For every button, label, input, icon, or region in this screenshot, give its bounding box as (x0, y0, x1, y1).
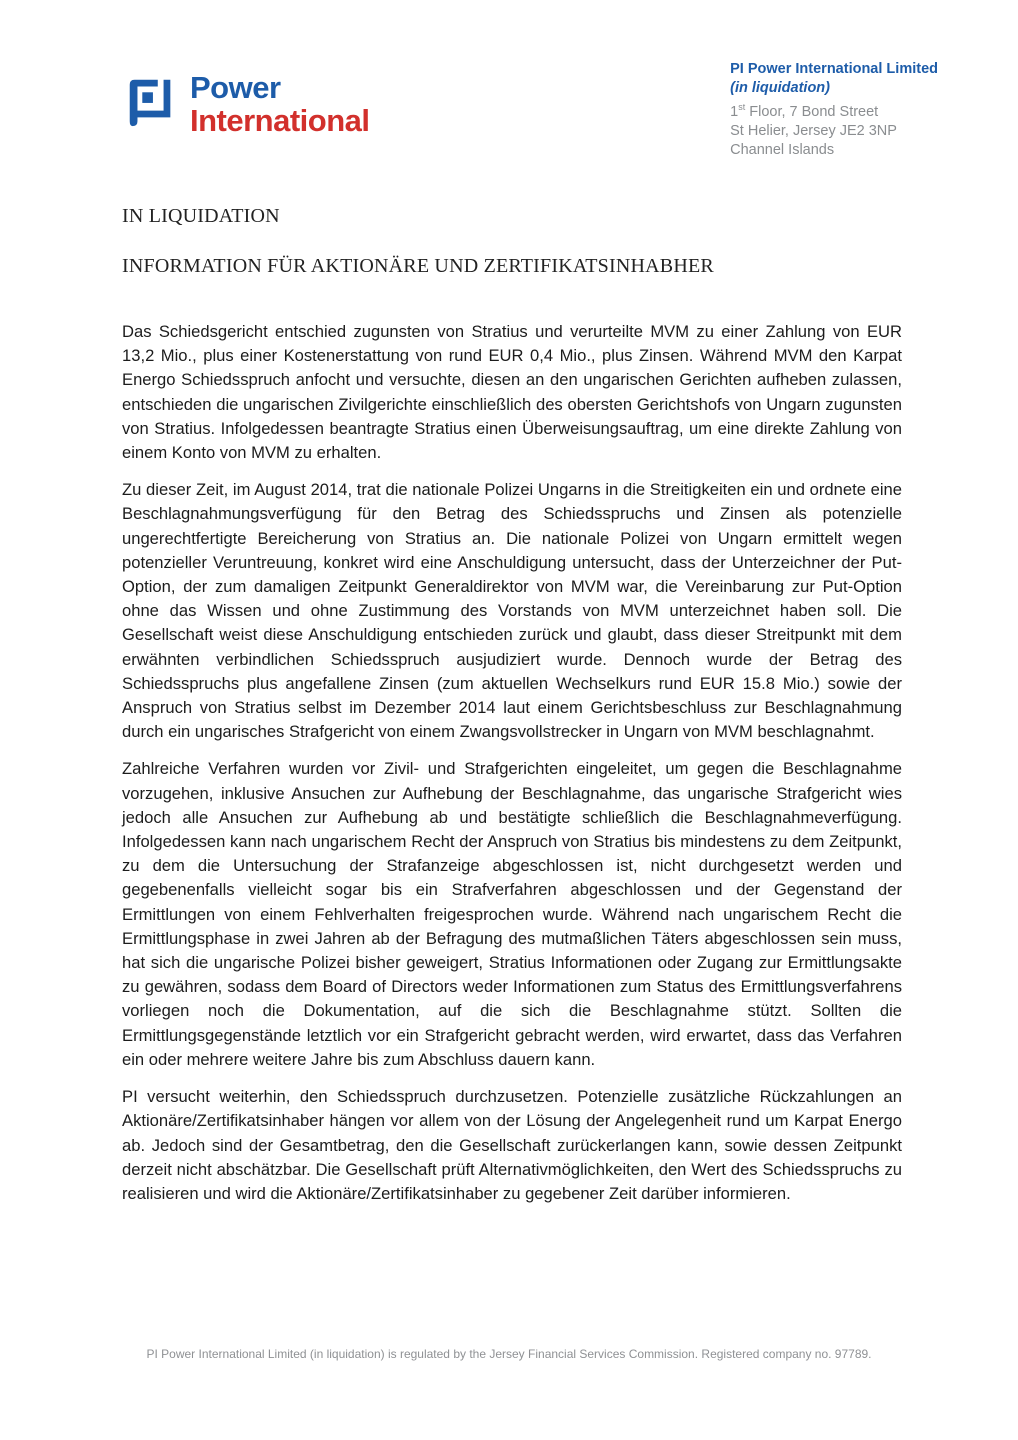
logo-word-international: International (190, 102, 370, 138)
address-street-number: 1 (730, 103, 739, 120)
pi-monogram-icon (122, 70, 180, 132)
letterhead (122, 58, 938, 160)
paragraph-outlook: PI versucht weiterhin, den Schiedsspruch durchzusetzen. Potenzielle zusätzliche Rückzahlungen an Aktionäre/Zertifikatsinhaber hängen vor allem von der Lösung der Angelegenheit rund um Karpat Energo ab. Jedoch sind der Gesamtbetrag, den die Gesellschaft zurückerlangen kann, sowie dessen Zeitpunkt derzeit nicht abschätzbar. Die Gesellschaft prüft Alternativmöglichkeiten, den Wert des Schiedsspruchs zu realisieren und wird die Aktionäre/Zertifikatsinhaber zu gegebener Zeit darüber informieren. (122, 1087, 902, 1203)
regulatory-footer: PI Power International Limited (in liquidation) is regulated by the Jersey Financial Services Commission. Registered company no. 97789. (146, 1347, 872, 1361)
company-logo (122, 70, 370, 137)
address-region: Channel Islands (730, 141, 835, 158)
logo-word-power: Power (190, 70, 281, 105)
document-headings (122, 205, 900, 278)
heading-in-liquidation: IN LIQUIDATION (122, 205, 280, 227)
logo-wordmark (190, 72, 370, 137)
paragraph-police-seizure: Zu dieser Zeit, im August 2014, trat die nationale Polizei Ungarns in die Streitigkeiten ein und ordnete eine Beschlagnahmungsverfügung für den Betrag des Schiedsspruchs und Zinsen als potenzielle ungerechtfertigte Bereicherung von Stratius an. Die nationale Polizei von Ungarn ermittelt wegen potenzieller Veruntreuung, konkret wird eine Anschuldigung untersucht, dass der Unterzeichner der Put-Option, der zum damaligen Zeitpunkt Generaldirektor von MVM war, die Vereinbarung zur Put-Option ohne das Wissen und ohne Zustimmung des Vorstands von MVM unterzeichnet haben soll. Die Gesellschaft weist diese Anschuldigung entschieden zurück und glaubt, dass dieser Streitpunkt mit dem erwähnten verbindlichen Schiedsspruch ausjudiziert wurde. Dennoch wurde der Betrag des Schiedsspruchs plus angefallene Zinsen (zum aktuellen Wechselkurs rund EUR 15.8 Mio.) sowie der Anspruch von Stratius selbst im Dezember 2014 laut einem Gerichtsbeschluss zur Beschlagnahmung durch ein ungarisches Strafgericht von einem Zwangsvollstrecker in Ungarn von MVM beschlagnahmt. (122, 480, 902, 742)
paragraph-arbitration-ruling: Das Schiedsgericht entschied zugunsten von Stratius und verurteilte MVM zu einer Zahlung von EUR 13,2 Mio., plus einer Kostenerstattung von rund EUR 0,4 Mio., plus Zinsen. Während MVM den Karpat Energo Schiedsspruch anfocht und versuchte, diesen an den ungarischen Gerichten aufheben zulassen, entschieden die ungarischen Zivilgerichte einschließlich des obersten Gerichtshofs von Ungarn zugunsten von Stratius. Infolgedessen beantragte Stratius einen Überweisungsauftrag, um eine direkte Zahlung von einem Konto von MVM zu erhalten. (122, 322, 902, 463)
address-street (730, 98, 938, 122)
address-street-rest: Floor, 7 Bond Street (745, 103, 879, 120)
address-liquidation-status: (in liquidation) (730, 80, 830, 96)
heading-information: INFORMATION FÜR AKTIONÄRE UND ZERTIFIKATSINHABHER (122, 255, 714, 277)
paragraph-court-proceedings: Zahlreiche Verfahren wurden vor Zivil- und Strafgerichten eingeleitet, um gegen die Beschlagnahme vorzugehen, inklusive Ansuchen zur Aufhebung der Beschlagnahme, das ungarische Strafgericht wies jedoch alle Ansuchen zur Aufhebung ab und bestätigte schließlich die Beschlagnahmeverfügung. Infolgedessen kann nach ungarischem Recht der Anspruch von Stratius bis mindestens zu dem Zeitpunkt, zu dem die Untersuchung der Strafanzeige abgeschlossen ist, nicht durchgesetzt werden und gegebenenfalls vielleicht sogar bis ein Strafverfahren abgeschlossen und der Gegenstand der Ermittlungen von einem Fehlverhalten freigesprochen wurde. Während nach ungarischem Recht die Ermittlungsphase in zwei Jahren ab der Befragung des mutmaßlichen Täters abgeschlossen sein muss, hat sich die ungarische Polizei bisher geweigert, Stratius Informationen oder Zugang zur Ermittlungsakte zu gewähren, sodass dem Board of Directors weder Informationen zum Status des Ermittlungsverfahrens vorliegen noch die Dokumentation, auf die sich die Beschlagnahme stützt. Sollten die Ermittlungsgegenstände letztlich vor ein Strafgericht gebracht werden, wird erwartet, dass das Verfahren ein oder mehrere weitere Jahre bis zum Abschluss dauern kann. (122, 759, 902, 1069)
address-street-ordinal: st (738, 102, 746, 112)
address-city: St Helier, Jersey JE2 3NP (730, 122, 897, 139)
document-body (122, 320, 902, 1219)
address-company-name: PI Power International Limited (730, 61, 938, 77)
address-block (730, 58, 938, 160)
